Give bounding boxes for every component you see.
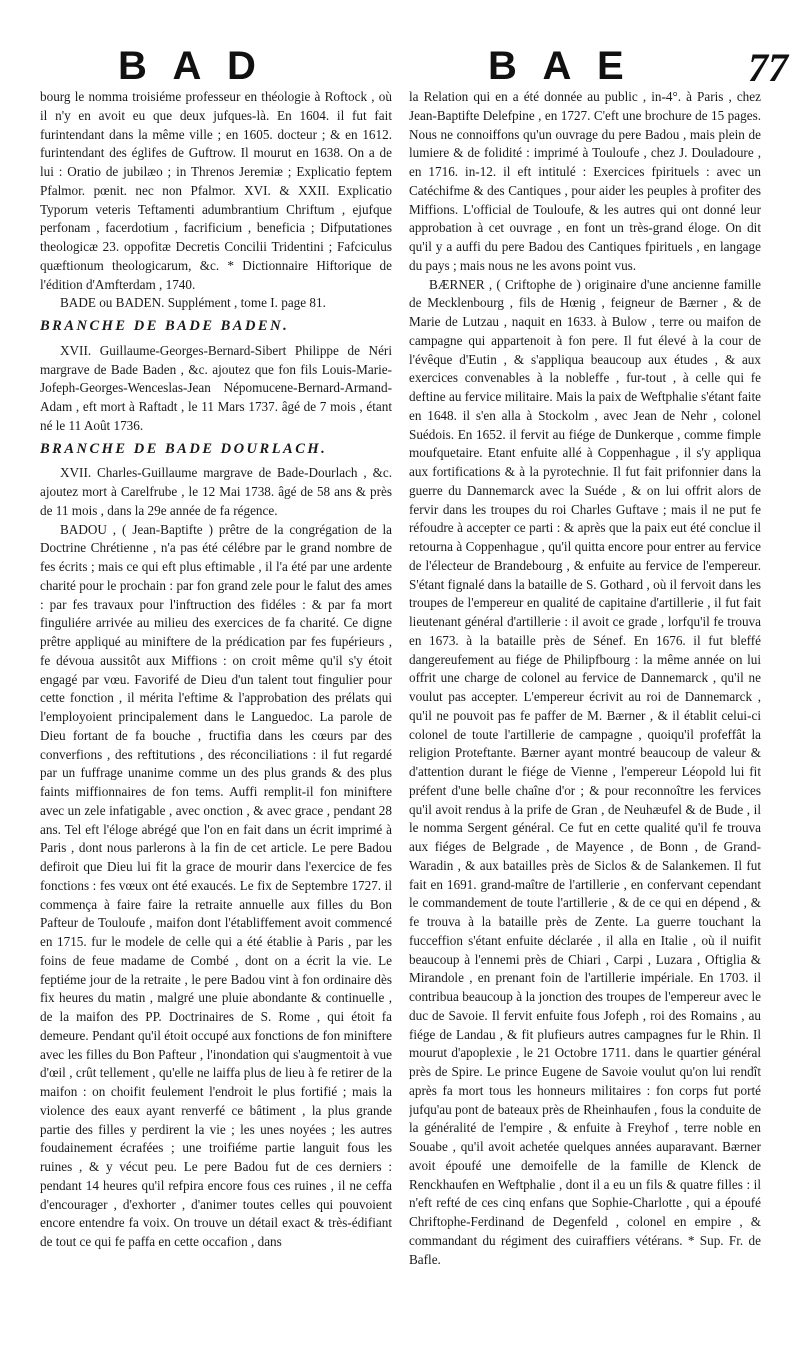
entry-badou: BADOU , ( Jean-Baptifte ) prêtre de la congrégation de la Doctrine Chrétienne , n'a pas été célébre par le grand nombre de fes écrits ; mais ce qui eft plus eftimable , il l'a été par une ardente charité pour le prochain : par fon grand zele pour le falut des ames : par fes travaux pour l'inftruction des fidéles : & par fa mort finguliére arrivée au milieu des exercices de fa charité. Ce digne prêtre appliqué au miniftere de la prédication par fes fupérieurs , fe dévoua aussitôt aux Miffions : on croit même qu'il s'y étoit engagé par vœu. Favorifé de Dieu d'un talent tout fingulier pour cette fonction , il mérita l'eftime & l'approbation des prélats qui l'employoient principalement dans le Languedoc. La parole de Dieu fortant de fa bouche , fructifia dans les cœurs par des converfions , des reftitutions , des réconciliations : il fut regardé par un fuffrage unanime comme un des plus grands & des plus faints miffionnaires de fon tems. Auffi remplit-il fon miniftere avec un zele infatigable , avec onction , & avec grace , pendant 28 ans. Tel eft l'éloge abrégé que l'on en fait dans un écrit imprimé à Paris , dont nous parlerons à la fin de cet article. Le pere Badou defiroit que Dieu lui fit la grace de mourir dans l'exercice de fes fonctions : fes vœux ont été exaucés. Le fix de Septembre 1727. il commença à faire faire la retraite annuelle aux filles du Bon Pafteur de Touloufe , maifon dont l'établiffement avoit commencé en 1715. fur le modele de celle qui a été établie à Paris , par les foins de feue madame de Combé , dont on a écrit la vie. Le feptiéme jour de la retraite , le pere Badou vint à fon ordinaire dès fix heures du matin , malgré une pluie abondante & continuelle , de la maifon des PP. Doctrinaires de S. Rome , qui étoit fa demeure. Pendant qu'il étoit occupé aux fonctions de fon miniftere avec les filles du Bon Pafteur , l'inondation qui s'augmentoit à vue d'œil , crût tellement , qu'elle ne laiffa plus de lieu à fe retirer de la maifon : on choifit feulement l'endroit le plus fortifié ; mais la violence des eaux ayant renverfé ce bâtiment , la plus grande partie des filles y perdirent la vie ; les unes noyées ; les autres foudainement écrafées ; une troifiéme partie languit fous les ruines , & y vécut peu. Le pere Badou fut de ces derniers : pendant 14 heures qu'il refpira encore fous ces ruines , il ne ceffa d'encourager , d'exhorter , d'animer toutes celles qui pouvoient encore entendre fa voix. On trouve un détail exact & très-édifiant de tout ce qui fe paffa en cette occafion , dans (40, 521, 392, 1249)
header-right-word: B A E (488, 44, 632, 88)
right-column (409, 88, 761, 1350)
entry-bade-baden: BADE ou BADEN. Supplément , tome I. page 81. (60, 295, 326, 311)
left-column (40, 88, 392, 1350)
section-title-bade-baden: BRANCHE DE BADE BADEN. (40, 318, 290, 334)
paragraph-badou-intro: bourg le nomma troisiéme professeur en théologie à Roftock , où il n'y en avoit eu que deux jufques-là. En 1604. il fut fait furintendant dans la même ville ; en 1605. docteur ; & en 1612. furintendant des églifes de Guftrow. Il mourut en 1638. On a de lui : Oratio de jubilæo ; in Threnos Jeremiæ ; Explicatio feptem Pfalmor. pœnit. nec non Pfalmor. XVI. & XXII. Explicatio Typorum veteris Teftamenti adumbrantium Chriftum , ejufque perfonam , facerdotium , facrificium , beneficia ; Difputationes theologicæ 23. oppofitæ Decretis Concilii Tridentini ; Fafciculus quæftionum theologicarum, &c. * Dictionnaire Hiftorique de l'édition d'Amfterdam , 1740. (40, 89, 392, 292)
entry-charles-guillaume: XVII. Charles-Guillaume margrave de Bade-Dourlach , &c. ajoutez mort à Carelfrube , le 12 Mai 1738. âgé de 58 ans & près de 11 mois , dans la 29e année de fa régence. (40, 465, 392, 518)
section-title-bade-dourlach: BRANCHE DE BADE DOURLACH. (40, 440, 328, 457)
entry-baerner: BÆRNER , ( Criftophe de ) originaire d'une ancienne famille de Mecklenbourg , fils de Hœnig , feigneur de Bærner , & de Marie de Lutzau , naquit en 1633. à Bulow , terre ou maifon de campagne qui appartenoit à fon pere. Il fut élevé à la cour de l'évêque d'Eutin , & s'appliqua beaucoup aux études , & aux exercices convenables à la nobleffe , fur-tout , à celle qui fe deftine au fervice militaire. Mais la paix de Weftphalie s'étant faite en 1648. il s'en alla à Stockolm , avec Jean de Nehr , colonel Suédois. En 1652. il fervit au fiége de Dunkerque , comme fimple moufquetaire. Etant enfuite allé à Coppenhague , il s'y appliqua aux fortifications & à la pyrotechnie. Il fut fait prifonnier dans la guerre du Dannemarck avec la Suéde , & on lui offrit alors de fervir dans les troupes du roi Charles Guftave ; mais il ne put fe réfoudre à accepter ce parti : & après que la paix eut été conclue il retourna à Coppenhague , qu'il quitta encore pour entrer au fervice de l'électeur de Brandebourg , & enfuite au fervice de l'empereur. S'étant fignalé dans la bataille de S. Gothard , où il fervoit dans les troupes de l'empereur en qualité de capitaine d'artillerie , il fut fait lieutenant général d'artillerie : il avoit ce grade , lorfqu'il fe trouva en 1673. à la bataille près de Sénef. En 1676. il fut bleffé dangereufement au fiége de Philipfbourg : la même année on lui offrit une charge de colonel au fervice de Dannemarck , qu'il ne voulut pas accepter. L'empereur écrivit au roi de Dannemarck , qu'il ne pouvoit pas fe paffer de M. Bærner , & il établit celui-ci colonel de toute l'artillerie de campagne , quoiqu'il profeffât la religion Proteftante. Bærner ayant montré beaucoup de valeur & d'attention durant le fiége de Vienne , l'empereur Léopold lui fit préfent d'une belle chaîne d'or ; & pour reconnoître les fervices qu'il avoit rendus à la prife de Gran , de Neuhæufel & de Bude , il le nomma Sergent général. Ce fut en cette qualité qu'il fe trouva aux fiéges de Belgrade , de Mayence , de Bonn , de Grand-Waradin , & aux batailles près de Siclos & de Salankemen. Il fut fait en 1691. grand-maître de l'artillerie , en confervant cependant le commandement de toute l'artillerie , & de ce qui en dépend , & fe trouva à la bataille près de Zente. La guerre touchant la fucceffion s'étant enfuite déclarée , il alla en Italie , où il nuifit beaucoup à l'ennemi près de Chiari , Carpi , Luzara , Oftiglia & Mirandole , en prenant foin de l'artillerie impériale. En 1703. il contribua beaucoup à la jonction des troupes de l'empereur avec le duc de Savoie. Il fervit enfuite fous Jofeph , roi des Romains , au fiége de Landau , & fit plufieurs autres campagnes fur le Rhin. Il mourut d'apoplexie , le 21 Octobre 1711. dans le quartier général près de Spire. Le prince Eugene de Savoie voulut qu'on lui rendît après fa mort tous les honneurs militaires : fon corps fut porté jufqu'au pont de bateaux près de Rheinhaufen , fous la conduite de la généralité de l'empire , & enfuite à Freyhof , terre noble en Souabe , qu'il avoit achetée quelques années auparavant. Bærner avoit époufé une demoifelle de la famille de Klenck de Renckhaufen en Weftphalie , dont il a eu un fils & quatre filles : il n'eft refté de ces cinq enfans que Sophie-Charlotte , qui a époufé Chriftophe-Ferdinand de Degenfeld , colonel en empire , & commandant du régiment des cuiraffiers vétérans. * Sup. Fr. de Bafle. (409, 276, 761, 1267)
page-number: 77 (748, 45, 788, 90)
header-left-word: B A D (118, 44, 264, 88)
entry-guillaume-georges: XVII. Guillaume-Georges-Bernard-Sibert Philippe de Néri margrave de Bade Baden , &c. ajoutez que fon fils Louis-Marie-Jofeph-Georges-Wenceslas-Jean Népomucene-Bernard-Armand-Adam , eft mort à Raftadt , le 11 Mars 1737. âgé de 7 mois , étant né le 11 Août 1736. (40, 342, 392, 433)
paragraph-badou-continued: la Relation qui en a été donnée au public , in-4°. à Paris , chez Jean-Baptifte Delefpine , en 1727. C'eft une brochure de 15 pages. Nous ne connoiffons qu'un ouvrage du pere Badou , mais plein de lumiere & de folidité : imprimé à Touloufe , chez J. Douladoure , en 1716. in-12. il eft intitulé : Exercices fpirituels : avec un Catéchifme & des Cantiques , pour aider les peuples à profiter des Miffions. L'official de Touloufe, & les autres qui ont donné leur approbation à cet ouvrage , en font un très-grand éloge. On dit qu'il y a auffi du pere Badou des Cantiques fpirituels , en langage du pays ; mais nous ne les avons point vus. (409, 89, 761, 273)
